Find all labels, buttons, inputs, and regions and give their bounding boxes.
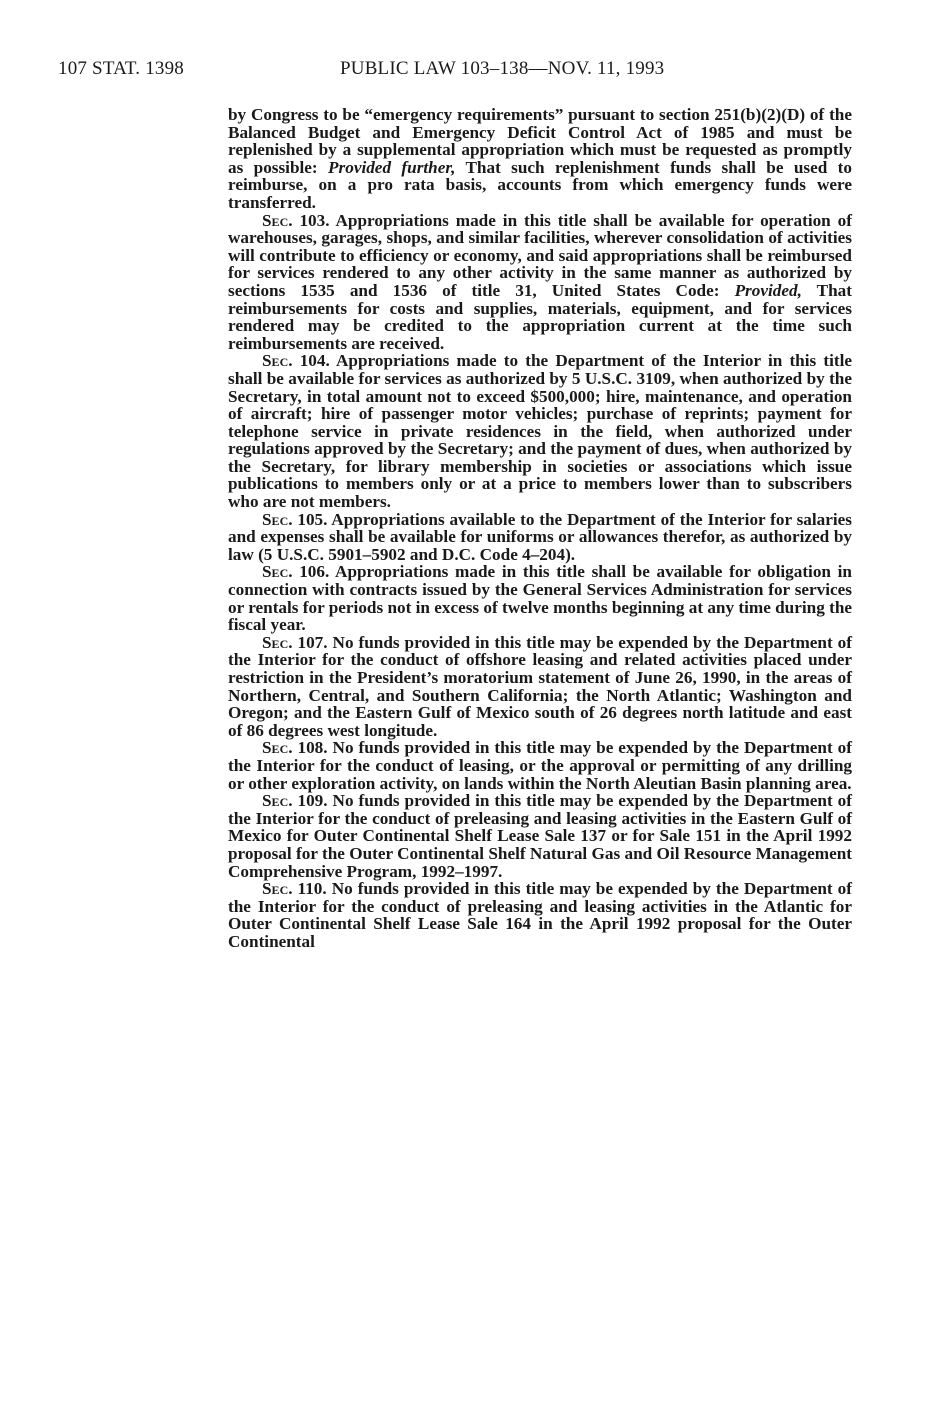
section-109 xyxy=(228,792,852,880)
section-text: That reimbursements for costs and supplies, materials, equipment, and for services rendered may be credited to the appropriation current at the time such reimbursements are received. xyxy=(228,280,852,353)
paragraph-text: That such replenishment funds shall be used to reimburse, on a pro rata basis, accounts from which emergency funds were transferred. xyxy=(228,157,852,212)
section-label: Sec. xyxy=(262,351,293,371)
section-110 xyxy=(228,880,852,950)
section-text: 106. Appropriations made in this title shall be available for obligation in connection with contracts issued by the General Services Administration for services or rentals for periods not in excess of twelve months beginning at any time during the fiscal year. xyxy=(228,562,853,635)
section-label: Sec. xyxy=(262,509,293,529)
section-label: Sec. xyxy=(262,738,293,758)
paragraph-continuation xyxy=(228,106,852,212)
section-label: Sec. xyxy=(262,562,293,582)
section-text: 109. No funds provided in this title may be expended by the Department of the Interior for the conduct of preleasing and leasing activities in the Eastern Gulf of Mexico for Outer Continental Shelf Lease Sale 137 or for Sale 151 in the April 1992 proposal for the Outer Continental Shelf Natural Gas and Oil Resource Management Comprehensive Program, 1992–1997. xyxy=(228,791,852,881)
page-header xyxy=(58,58,858,88)
section-text: 107. No funds provided in this title may be expended by the Department of the Interior for the conduct of offshore leasing and related activities placed under restriction in the President’s moratorium statement of June 26, 1990, in the areas of Northern, Central, and Southern California; the North Atlantic; Washington and Oregon; and the Eastern Gulf of Mexico south of 26 degrees north latitude and east of 86 degrees west longitude. xyxy=(228,632,852,740)
section-107 xyxy=(228,634,852,740)
section-text: 104. Appropriations made to the Department of the Interior in this title shall be available for services as authorized by 5 U.S.C. 3109, when authorized by the Secretary, in total amount not to exceed $500,000; hire, maintenance, and operation of aircraft; hire of passenger motor vehicles; purchase of reprints; payment for telephone service in private residences in the field, when authorized under regulations approved by the Secretary; and the payment of dues, when authorized by the Secretary, for library membership in societies or associations which issue publications to members only or at a price to members lower than to subscribers who are not members. xyxy=(228,351,852,512)
section-label: Sec. xyxy=(262,210,293,230)
section-106 xyxy=(228,563,852,633)
section-108 xyxy=(228,739,852,792)
section-label: Sec. xyxy=(262,879,293,899)
section-103 xyxy=(228,212,852,353)
proviso-italic: Provided further, xyxy=(328,157,456,177)
law-body-text xyxy=(228,106,852,951)
section-text: 110. No funds provided in this title may be expended by the Department of the Interior for the conduct of preleasing and leasing activities in the Atlantic for Outer Continental Shelf Lease Sale 164 in the April 1992 proposal for the Outer Continental xyxy=(228,879,852,951)
section-label: Sec. xyxy=(262,791,293,811)
section-text: 108. No funds provided in this title may be expended by the Department of the Interior for the conduct of leasing, or the approval or permitting of any drilling or other exploration activity, on lands within the North Aleutian Basin planning area. xyxy=(228,738,852,793)
section-104 xyxy=(228,352,852,510)
law-citation-date: PUBLIC LAW 103–138—NOV. 11, 1993 xyxy=(340,58,665,79)
section-text: 103. Appropriations made in this title shall be available for operation of warehouses, garages, shops, and similar facilities, wherever consolidation of activities will contribute to efficiency or economy, and said appropriations shall be reimbursed for services rendered to any other activity in the same manner as authorized by sections 1535 and 1536 of title 31, United States Code: xyxy=(228,210,852,300)
section-label: Sec. xyxy=(262,632,293,652)
section-text: 105. Appropriations available to the Department of the Interior for salaries and expenses shall be available for uniforms or allowances therefor, as authorized by law (5 U.S.C. 5901–5902 and D.C. Code 4–204). xyxy=(228,509,852,564)
paragraph-text: by Congress to be “emergency requirements” pursuant to section 251(b)(2)(D) of the Balanced Budget and Emergency Deficit Control Act of 1985 and must be replenished by a supplemental appropriation which must be requested as promptly as possible: xyxy=(228,105,852,177)
proviso-italic: Provided, xyxy=(734,280,802,300)
section-105 xyxy=(228,511,852,564)
stat-page-number: 107 STAT. 1398 xyxy=(58,58,185,79)
